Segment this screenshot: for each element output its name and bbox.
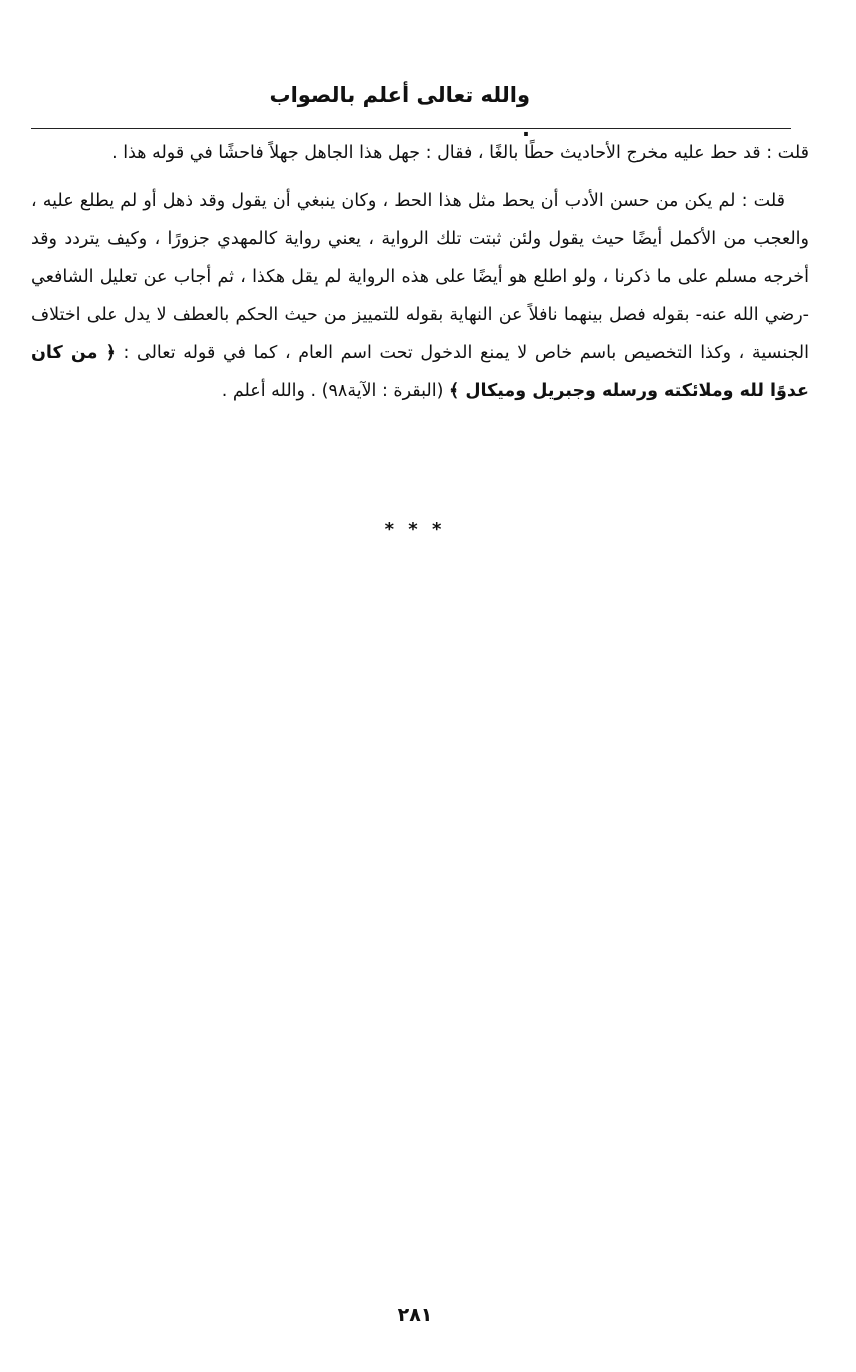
paragraph-2-text: قلت : لم يكن من حسن الأدب أن يحط مثل هذا الحط ، وكان ينبغي أن يقول وقد ذهل أو لم يطلع عليه ، والعجب من الأكمل أيضًا حيث يقول ولئن ثبتت تلك الرواية ، يعني رواية كالمهدي جزورًا ، وكيف يتردد وقد أخرجه مسلم على ما ذكرنا ، ولو اطلع هو أيضًا على هذه الرواية لم يقل هكذا ، ثم أجاب عن تعليل الشافعي -رضي الله عنه- بقوله فصل بينهما نافلاً عن النهاية بقوله للتمييز من حيث الحكم بالعطف لا يدل على اختلاف الجنسية ، وكذا التخصيص باسم خاص لا يمنع الدخول تحت اسم العام ، كما في قوله تعالى :: [31, 191, 809, 363]
footnote-paragraph-2: [31, 182, 809, 410]
verse-citation: (البقرة : الآية٩٨) . والله أعلم .: [221, 381, 444, 401]
footnote-paragraph-1: قلت : قد حط عليه مخرج الأحاديث حطًا بالغًا ، فقال : جهل هذا الجاهل جهلاً فاحشًا في قوله هذا .: [112, 143, 809, 163]
footnote-block: [31, 134, 809, 410]
section-separator: * * *: [384, 519, 446, 540]
quran-verse: ﴿ من كان عدوًا لله وملائكته ورسله وجبريل وميكال ﴾: [31, 343, 809, 401]
footnote-divider: [31, 128, 791, 129]
page-number: ٢٨١: [397, 1304, 433, 1326]
closing-line: والله تعالى أعلم بالصواب .: [269, 83, 530, 141]
